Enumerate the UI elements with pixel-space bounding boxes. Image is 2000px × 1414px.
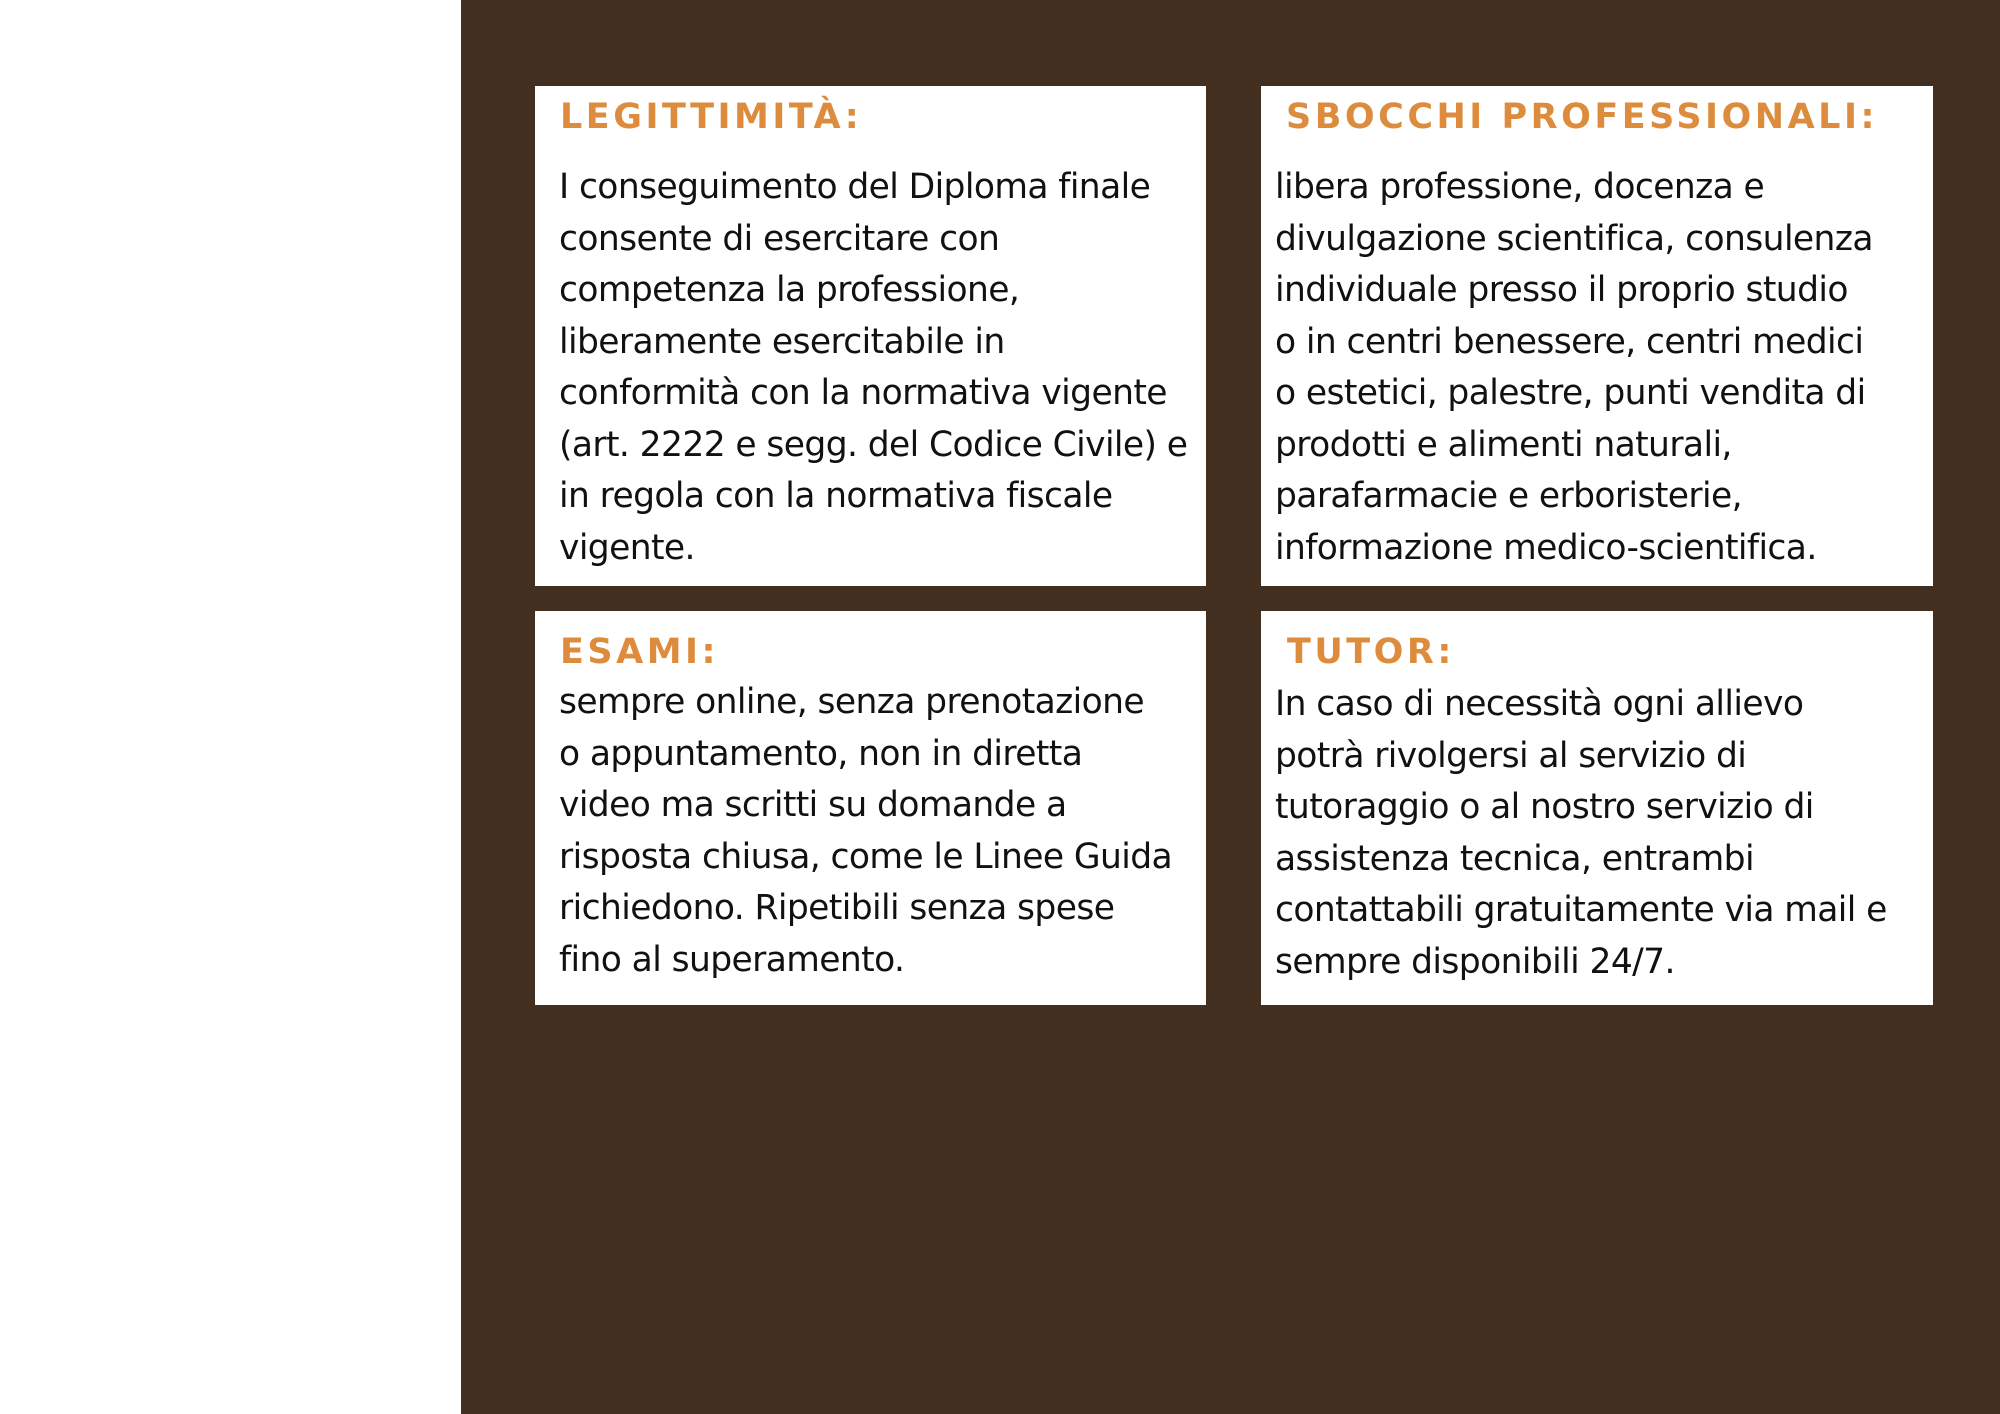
card-body-sbocchi-professionali: libera professione, docenza e divulgazione scientifica, consulenza individuale presso il proprio studio o in centri benessere, centri medici o estetici, palestre, punti vendita di prodotti e alimenti naturali, parafarmacie e erboristerie, informazione medico-scientifica. (1275, 167, 1873, 568)
card-body-tutor: In caso di necessità ogni allievo potrà rivolgersi al servizio di tutoraggio o al nostro servizio di assistenza tecnica, entrambi contattabili gratuitamente via mail e sempre disponibili 24/7. (1275, 684, 1887, 982)
card-title-esami: ESAMI: (560, 632, 720, 672)
card-body-esami: sempre online, senza prenotazione o appuntamento, non in diretta video ma scritti su domande a risposta chiusa, come le Linee Guida richiedono. Ripetibili senza spese fino al superamento. (559, 682, 1173, 980)
card-body-legittimita: I conseguimento del Diploma finale consente di esercitare con competenza la professione, liberamente esercitabile in conformità con la normativa vigente (art. 2222 e segg. del Codice Civile) e in regola con la normativa fiscale vigente. (559, 167, 1188, 568)
left-white-margin (0, 0, 461, 1414)
card-sbocchi-professionali (1261, 86, 1933, 586)
card-esami (535, 611, 1206, 1005)
card-title-sbocchi-professionali: SBOCCHI PROFESSIONALI: (1286, 97, 1879, 137)
card-title-legittimita: LEGITTIMITÀ: (560, 97, 863, 137)
card-legittimita (535, 86, 1206, 586)
card-tutor (1261, 611, 1933, 1005)
card-title-tutor: TUTOR: (1287, 632, 1455, 672)
